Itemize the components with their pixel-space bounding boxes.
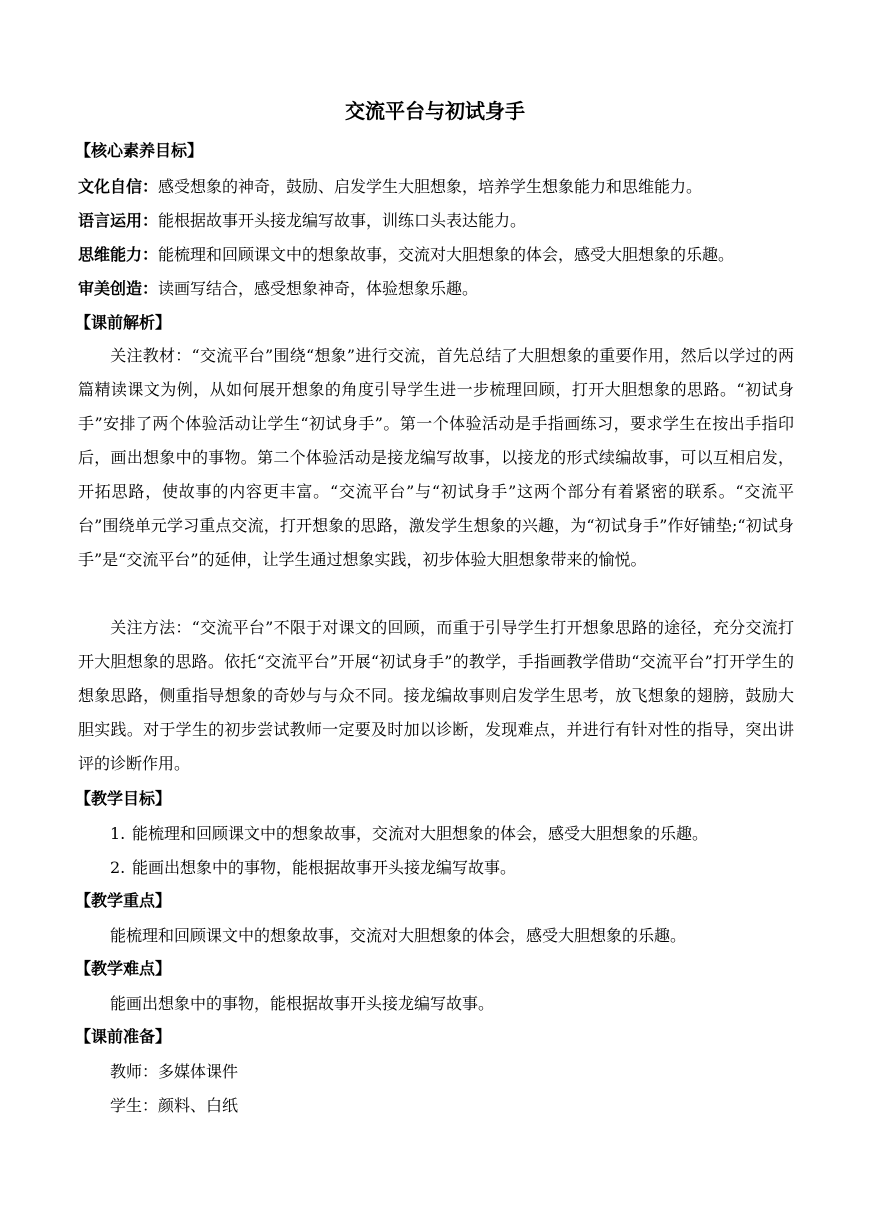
preparation-student: 学生：颜料、白纸 [110, 1096, 239, 1115]
heading-teaching-goals: 【教学目标】 [75, 789, 172, 808]
heading-key-points: 【教学重点】 [75, 891, 172, 910]
goal-label: 审美创造： [78, 279, 159, 298]
goal-culture [78, 175, 798, 199]
goal-aesthetic [78, 277, 798, 301]
preparation-teacher: 教师：多媒体课件 [110, 1062, 239, 1081]
goal-language [78, 209, 798, 233]
goal-text: 读画写结合，感受想象神奇，体验想象乐趣。 [158, 279, 479, 298]
analysis-paragraph-2 [78, 611, 794, 781]
heading-preparation: 【课前准备】 [75, 1027, 172, 1046]
list-number: 2. [110, 858, 126, 877]
heading-core-goals: 【核心素养目标】 [75, 141, 204, 160]
heading-analysis: 【课前解析】 [75, 313, 172, 332]
teaching-goal-item [110, 822, 708, 846]
analysis-text-1: 关注教材：“交流平台”围绕“想象”进行交流，首先总结了大胆想象的重要作用，然后以学过的两篇精读课文为例，从如何展开想象的角度引导学生进一步梳理回顾，打开大胆想象的思路。“初试身手”安排了两个体验活动让学生“初试身手”。第一个体验活动是手指画练习，要求学生在按出手指印后，画出想象中的事物。第二个体验活动是接龙编写故事，以接龙的形式续编故事，可以互相启发，开拓思路，使故事的内容更丰富。“交流平台”与“初试身手”这两个部分有着紧密的联系。“交流平台”围绕单元学习重点交流，打开想象的思路，激发学生想象的兴趣，为“初试身手”作好铺垫;“初试身手”是“交流平台”的延伸，让学生通过想象实践，初步体验大胆想象带来的愉悦。 [78, 346, 794, 569]
difficulties-text: 能画出想象中的事物，能根据故事开头接龙编写故事。 [110, 994, 495, 1013]
goal-text: 感受想象的神奇，鼓励、启发学生大胆想象，培养学生想象能力和思维能力。 [158, 177, 703, 196]
list-text: 能梳理和回顾课文中的想象故事，交流对大胆想象的体会，感受大胆想象的乐趣。 [132, 824, 709, 843]
list-text: 能画出想象中的事物，能根据故事开头接龙编写故事。 [132, 858, 517, 877]
goal-label: 思维能力： [78, 245, 159, 264]
heading-difficulties: 【教学难点】 [75, 959, 172, 978]
document-title: 交流平台与初试身手 [345, 99, 525, 123]
goal-text: 能根据故事开头接龙编写故事，训练口头表达能力。 [158, 211, 527, 230]
key-points-text: 能梳理和回顾课文中的想象故事，交流对大胆想象的体会，感受大胆想象的乐趣。 [110, 926, 687, 945]
goal-text: 能梳理和回顾课文中的想象故事，交流对大胆想象的体会，感受大胆想象的乐趣。 [158, 245, 735, 264]
analysis-text-2: 关注方法：“交流平台”不限于对课文的回顾，而重于引导学生打开想象思路的途径，充分交流打开大胆想象的思路。依托“交流平台”开展“初试身手”的教学，手指画教学借助“交流平台”打开学生的想象思路，侧重指导想象的奇妙与与众不同。接龙编故事则启发学生思考，放飞想象的翅膀，鼓励大胆实践。对于学生的初步尝试教师一定要及时加以诊断，发现难点，并进行有针对性的指导，突出讲评的诊断作用。 [78, 618, 794, 773]
goal-thinking [78, 243, 798, 267]
goal-label: 语言运用： [78, 211, 159, 230]
analysis-paragraph-1 [78, 339, 794, 577]
goal-label: 文化自信： [78, 177, 159, 196]
teaching-goal-item [110, 856, 516, 880]
list-number: 1. [110, 824, 126, 843]
